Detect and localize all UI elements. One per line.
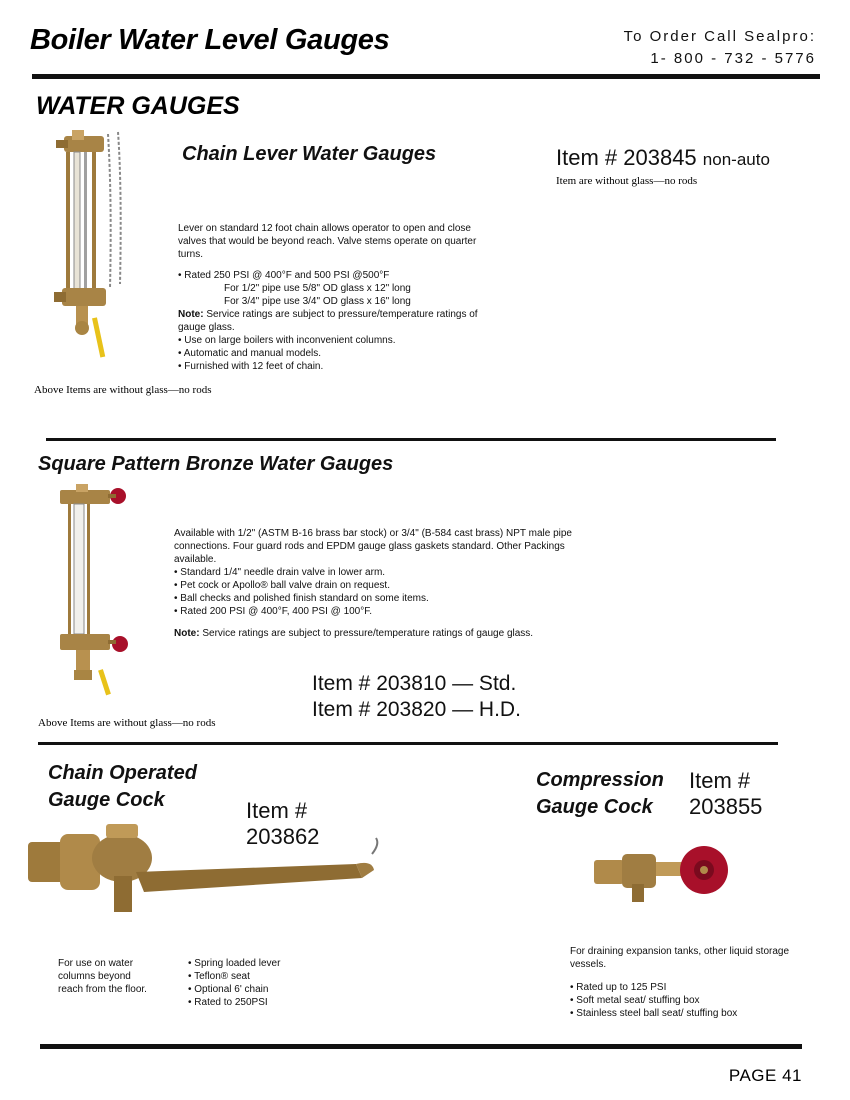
- page-number: PAGE 41: [728, 1066, 802, 1085]
- order-contact: [624, 26, 816, 70]
- compression-cock-title-line-1: Compression: [536, 769, 664, 791]
- list-item: • Use on large boilers with inconvenient columns.: [178, 334, 488, 347]
- chain-cock-desc-line: reach from the floor.: [58, 984, 147, 995]
- square-pattern-item-2: Item # 203820 — H.D.: [312, 698, 521, 721]
- chain-cock-description: [58, 957, 147, 996]
- chain-lever-note-text: Service ratings are subject to pressure/temperature ratings of gauge glass.: [178, 309, 478, 333]
- chain-lever-rated: • Rated 250 PSI @ 400°F and 500 PSI @500°F: [178, 270, 390, 281]
- chain-cock-item-code: 203862: [246, 824, 320, 849]
- square-pattern-footer-note: Above Items are without glass—no rods: [38, 717, 216, 729]
- list-item: • Pet cock or Apollo® ball valve drain on request.: [174, 579, 594, 592]
- chain-cock-desc-line: columns beyond: [58, 971, 131, 982]
- chain-lever-note: [178, 308, 488, 334]
- chain-cock-title: [48, 760, 197, 814]
- square-pattern-title: Square Pattern Bronze Water Gauges: [38, 453, 394, 475]
- chain-cock-bullets: [188, 957, 280, 1009]
- chain-lever-gauge-image: [52, 128, 132, 368]
- page-title: Boiler Water Level Gauges: [30, 24, 390, 56]
- chain-lever-description: [178, 222, 488, 373]
- square-pattern-note-label: Note:: [174, 628, 200, 639]
- chain-lever-item-suffix: non-auto: [702, 150, 770, 169]
- chain-lever-intro: Lever on standard 12 foot chain allows operator to open and close valves that would be beyond reach. Valve stems operate on quarter turns.: [178, 223, 477, 260]
- list-item: • Rated 200 PSI @ 400°F, 400 PSI @ 100°F.: [174, 605, 594, 618]
- square-pattern-bullets: [174, 566, 594, 618]
- compression-cock-description: [570, 945, 800, 1020]
- square-pattern-note-text: Service ratings are subject to pressure/temperature ratings of gauge glass.: [202, 628, 534, 639]
- order-line-1: To Order Call Sealpro:: [623, 28, 816, 45]
- footer-rule: [40, 1044, 802, 1049]
- chain-cock-item-label: Item #: [246, 798, 308, 823]
- chain-lever-item-number: [556, 145, 770, 171]
- chain-lever-pipe-1: For 1/2" pipe use 5/8" OD glass x 12" long: [224, 283, 411, 294]
- square-pattern-gauge-image: [54, 484, 134, 700]
- compression-cock-item-number: [689, 768, 762, 820]
- order-phone: 1- 800 - 732 - 5776: [650, 50, 816, 67]
- chain-lever-item-note: Item are without glass—no rods: [556, 175, 698, 187]
- square-pattern-note: [174, 627, 594, 640]
- square-pattern-item-1: Item # 203810 — Std.: [312, 672, 517, 695]
- chain-lever-footer-note: Above Items are without glass—no rods: [34, 384, 212, 396]
- chain-lever-bullets: [178, 334, 488, 373]
- list-item: • Automatic and manual models.: [178, 347, 488, 360]
- list-item: • Furnished with 12 feet of chain.: [178, 360, 488, 373]
- list-item: • Spring loaded lever: [188, 957, 280, 970]
- list-item: • Optional 6' chain: [188, 983, 280, 996]
- compression-cock-title-line-2: Gauge Cock: [536, 796, 653, 818]
- chain-lever-item-label: Item # 203845: [556, 145, 697, 170]
- compression-cock-title: [536, 767, 664, 821]
- list-item: • Standard 1/4" needle drain valve in lower arm.: [174, 566, 594, 579]
- list-item: • Stainless steel ball seat/ stuffing box: [570, 1007, 800, 1020]
- list-item: • Rated up to 125 PSI: [570, 981, 800, 994]
- compression-cock-image: [592, 838, 732, 908]
- chain-cock-title-line-2: Gauge Cock: [48, 789, 165, 811]
- compression-cock-bullets: [570, 981, 800, 1020]
- header-rule: [32, 74, 820, 79]
- chain-lever-pipe-2: For 3/4" pipe use 3/4" OD glass x 16" long: [224, 296, 411, 307]
- section-heading: WATER GAUGES: [36, 92, 240, 120]
- chain-lever-note-label: Note:: [178, 309, 204, 320]
- list-item: • Rated to 250PSI: [188, 996, 280, 1009]
- list-item: • Soft metal seat/ stuffing box: [570, 994, 800, 1007]
- section-divider: [46, 438, 776, 441]
- list-item: • Teflon® seat: [188, 970, 280, 983]
- compression-cock-desc: For draining expansion tanks, other liquid storage vessels.: [570, 946, 790, 970]
- section-divider: [38, 742, 778, 745]
- chain-cock-desc-line: For use on water: [58, 958, 134, 969]
- square-pattern-description: [174, 527, 594, 640]
- compression-cock-item-label: Item #: [689, 768, 751, 793]
- chain-cock-title-line-1: Chain Operated: [48, 762, 197, 784]
- compression-cock-item-code: 203855: [689, 794, 763, 819]
- chain-cock-image: [26, 820, 396, 930]
- chain-lever-title: Chain Lever Water Gauges: [182, 143, 437, 165]
- square-pattern-intro: Available with 1/2" (ASTM B-16 brass bar stock) or 3/4" (B-584 cast brass) NPT male pipe connections. Four guard rods and EPDM gauge glass gaskets standard. Other Packings available.: [174, 528, 572, 565]
- list-item: • Ball checks and polished finish standard on some items.: [174, 592, 594, 605]
